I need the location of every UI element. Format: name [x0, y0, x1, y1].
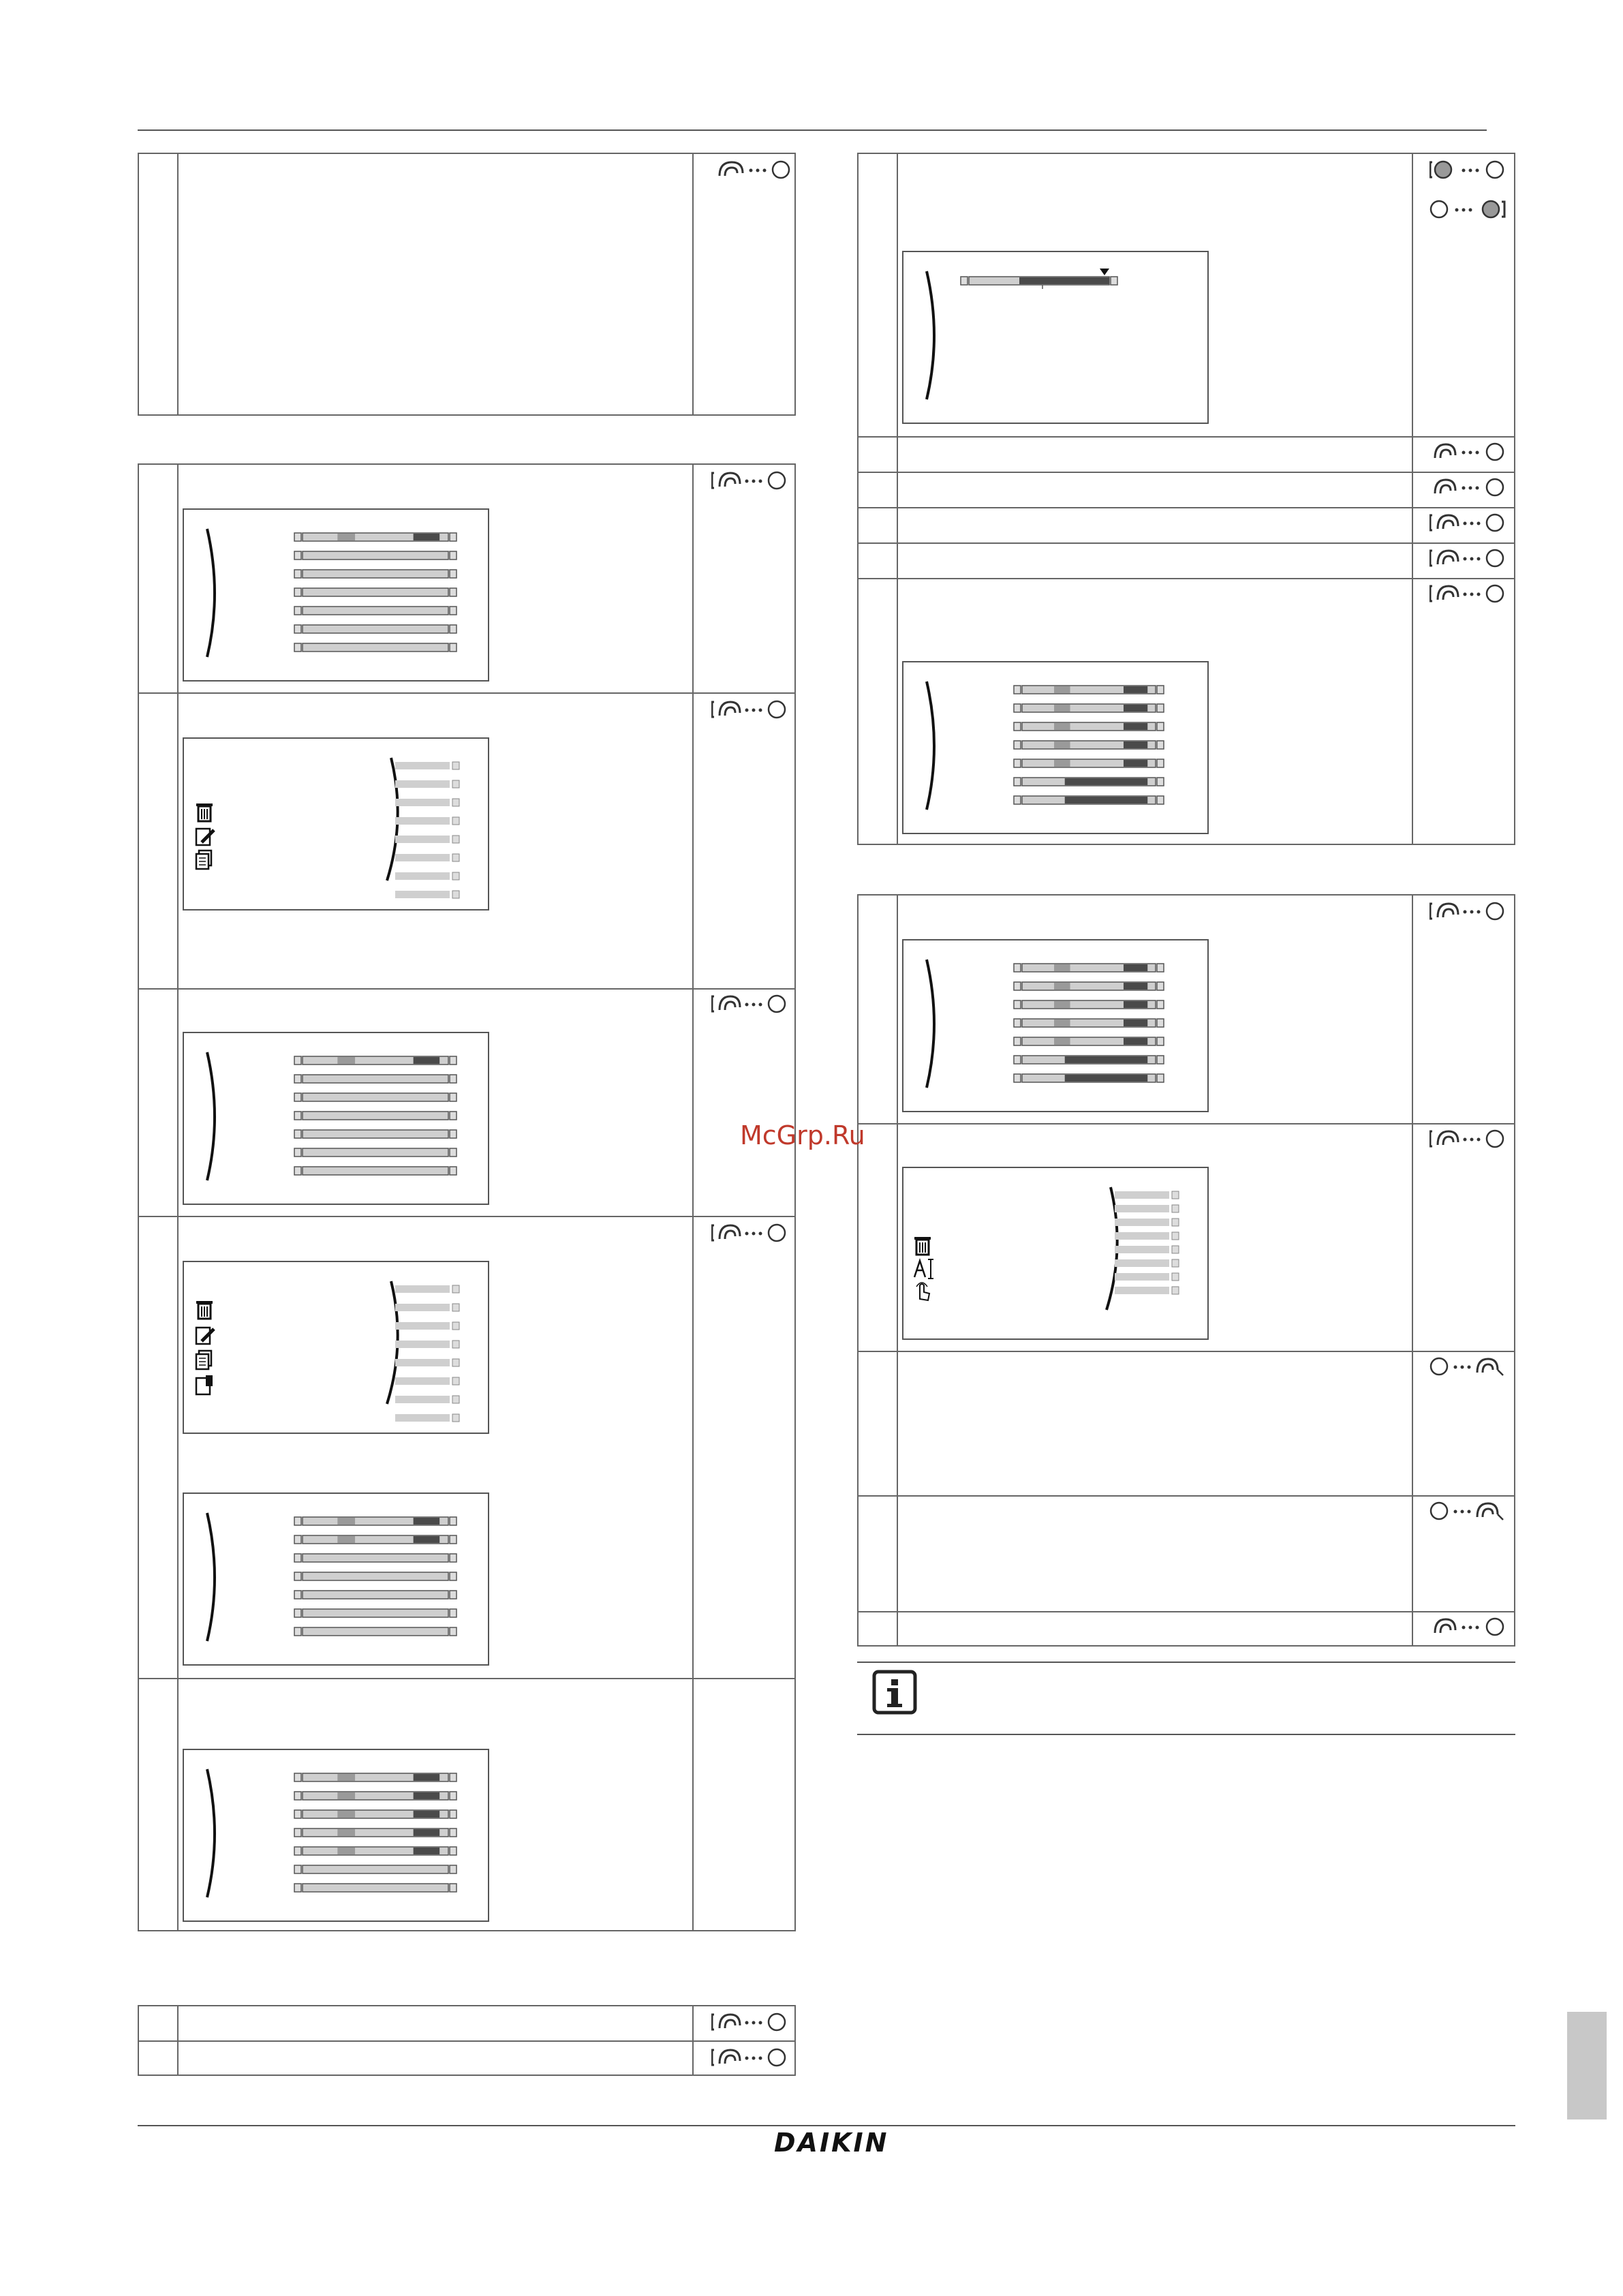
setting-row	[1014, 796, 1164, 804]
setting-row	[294, 1130, 457, 1138]
setting-row	[294, 1517, 457, 1525]
screen-schedule-overview-2	[183, 1032, 489, 1205]
menu-item-bar	[395, 1414, 450, 1422]
setting-row	[294, 1828, 457, 1837]
setting-row	[294, 1810, 457, 1818]
menu-item-bar	[395, 780, 450, 788]
dial-press-icon	[1429, 476, 1506, 499]
setting-row	[1014, 704, 1164, 712]
menu-item-bar	[1115, 1259, 1169, 1267]
setting-row	[1014, 1056, 1164, 1064]
dial-turn-icon	[711, 469, 788, 492]
info-icon	[872, 1670, 917, 1715]
menu-item-bar	[395, 854, 450, 861]
setting-row	[1014, 741, 1164, 749]
dial-turn-icon	[711, 992, 788, 1015]
screen-context-menu-1	[183, 737, 489, 910]
dial-turn-icon	[711, 698, 788, 721]
dial-right-press-icon	[1429, 1355, 1506, 1378]
menu-item-bar	[395, 762, 450, 769]
setting-row	[294, 533, 457, 541]
setting-row	[294, 1056, 457, 1065]
daikin-logo: DAIKIN	[774, 2128, 889, 2158]
menu-item-bar	[395, 836, 450, 843]
menu-item-bar	[395, 891, 450, 898]
setting-row	[294, 1609, 457, 1617]
copy-icon	[196, 1351, 211, 1369]
setting-row	[294, 625, 457, 633]
menu-item-bar	[395, 1304, 450, 1311]
setting-row	[1014, 1074, 1164, 1082]
dial-turn-icon	[1429, 1127, 1506, 1150]
dial-left-active-icon	[1429, 158, 1506, 181]
menu-item-bar	[395, 1322, 450, 1330]
dial-right-press-icon	[1429, 1499, 1506, 1522]
dial-press-icon	[1429, 440, 1506, 463]
setting-row	[1014, 1019, 1164, 1027]
dial-turn-icon	[1429, 511, 1506, 534]
setting-row	[294, 1792, 457, 1800]
dial-turn-icon	[1429, 547, 1506, 570]
menu-item-bar	[395, 1396, 450, 1403]
setting-row	[294, 551, 457, 560]
left-table-3	[138, 2005, 796, 2076]
setting-row	[294, 1591, 457, 1599]
setting-row	[294, 1148, 457, 1157]
menu-item-bar	[1115, 1205, 1169, 1212]
menu-item-bar	[1115, 1246, 1169, 1253]
trash-icon	[196, 1301, 213, 1319]
screen-time-slider	[902, 251, 1209, 424]
menu-item-bar	[1115, 1232, 1169, 1240]
note-rule-bottom	[857, 1734, 1515, 1735]
screen-context-menu-3	[902, 1167, 1209, 1340]
setting-row	[294, 1167, 457, 1175]
setting-row	[294, 1847, 457, 1855]
menu-item-bar	[395, 1377, 450, 1385]
left-table-1	[138, 153, 796, 416]
menu-item-bar	[1115, 1219, 1169, 1226]
setting-row	[1014, 982, 1164, 990]
copy-icon	[196, 851, 211, 869]
menu-item-bar	[1115, 1287, 1169, 1294]
dial-turn-icon	[1429, 900, 1506, 923]
screen-schedule-overview-1	[183, 508, 489, 682]
screen-schedule-overview-3	[183, 1493, 489, 1666]
setting-row	[294, 1773, 457, 1781]
section-tab	[1567, 2012, 1607, 2119]
setting-row	[294, 1884, 457, 1892]
dial-turn-icon	[711, 2046, 788, 2069]
dial-press-icon	[1429, 1615, 1506, 1638]
menu-item-bar	[395, 1285, 450, 1293]
setting-row	[1014, 778, 1164, 786]
screen-schedule-overview-4	[183, 1749, 489, 1922]
setting-row	[294, 1075, 457, 1083]
menu-item-bar	[395, 1359, 450, 1366]
setting-row	[1014, 964, 1164, 972]
menu-item-bar	[395, 1341, 450, 1348]
trash-icon	[196, 803, 213, 821]
setting-row	[294, 1535, 457, 1544]
watermark: McGrp.Ru	[740, 1120, 865, 1150]
trash-icon	[914, 1237, 931, 1255]
footer-rule	[138, 2125, 1515, 2126]
setting-row	[294, 643, 457, 652]
setting-row	[294, 1572, 457, 1580]
setting-row	[1014, 759, 1164, 767]
setting-row	[294, 570, 457, 578]
setting-row	[294, 607, 457, 615]
dial-press-icon	[715, 158, 792, 181]
dial-right-active-icon	[1429, 198, 1506, 221]
dial-turn-icon	[711, 2010, 788, 2034]
setting-row	[1014, 722, 1164, 731]
setting-row	[294, 1554, 457, 1562]
setting-row	[1014, 686, 1164, 694]
screen-schedule-overview-5	[902, 661, 1209, 834]
setting-row	[294, 1112, 457, 1120]
setting-row	[294, 1627, 457, 1636]
setting-row	[1014, 1000, 1164, 1009]
dial-turn-icon	[711, 1221, 788, 1244]
header-rule	[138, 129, 1487, 131]
menu-item-bar	[395, 872, 450, 880]
dial-turn-icon	[1429, 582, 1506, 605]
menu-item-bar	[1115, 1273, 1169, 1281]
menu-item-bar	[395, 817, 450, 825]
setting-row	[294, 1865, 457, 1873]
menu-item-bar	[395, 799, 450, 806]
setting-row	[1014, 1037, 1164, 1045]
screen-schedule-overview-6	[902, 939, 1209, 1112]
setting-row	[294, 1093, 457, 1101]
menu-item-bar	[1115, 1191, 1169, 1199]
screen-context-menu-2	[183, 1261, 489, 1434]
setting-row	[294, 588, 457, 596]
paste-icon	[196, 1375, 213, 1394]
note-rule-top	[857, 1662, 1515, 1663]
